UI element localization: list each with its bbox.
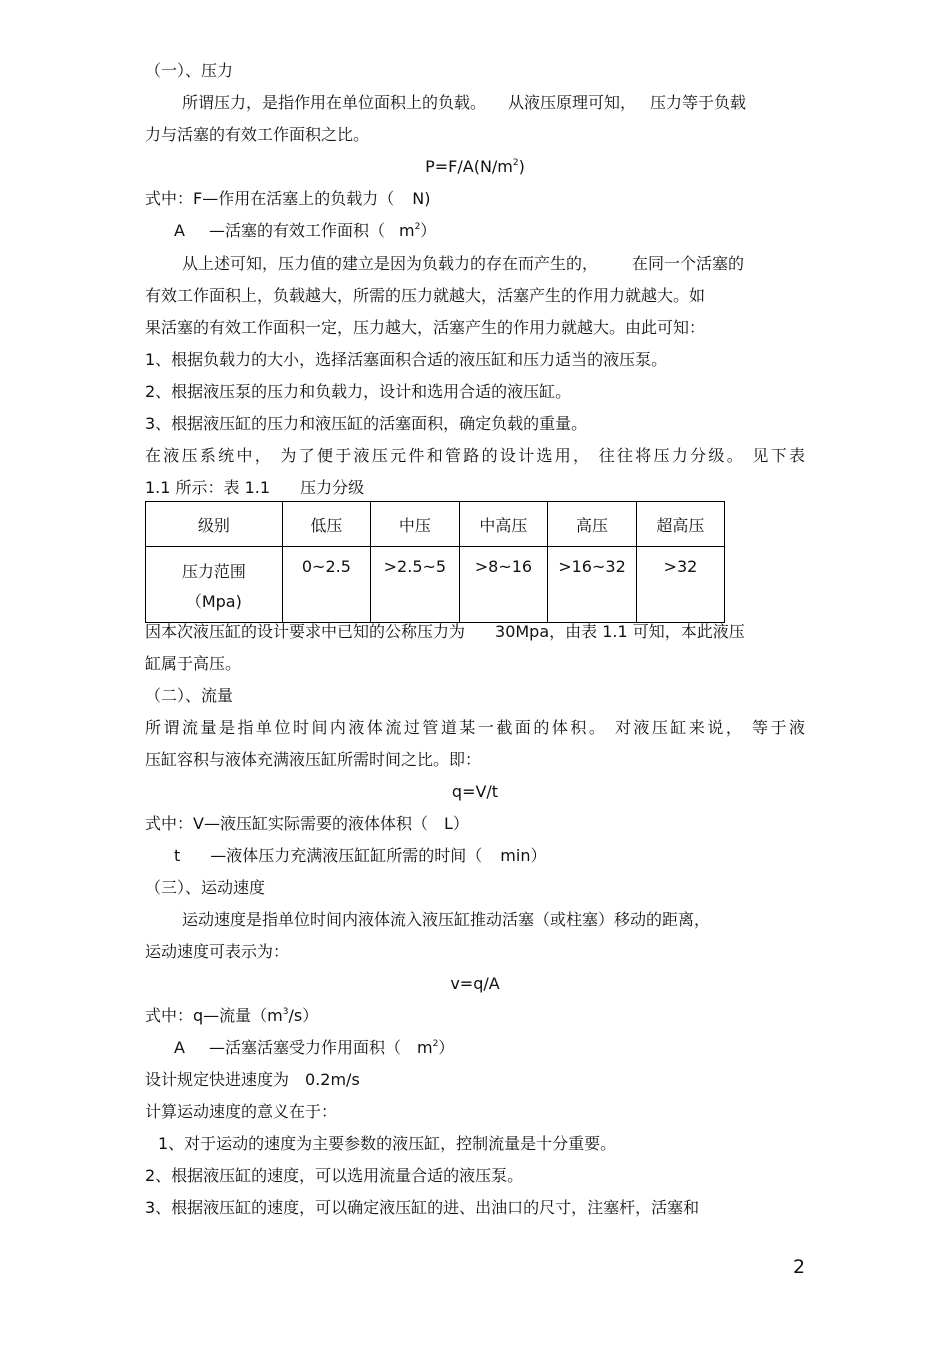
unit-superscript: 2: [414, 222, 421, 232]
text-run: 见下表: [752, 446, 805, 465]
speed-value: 0.2m/s: [305, 1070, 360, 1089]
list-item: 3、根据液压缸的压力和液压缸的活塞面积，确定负载的重量。: [145, 414, 588, 433]
definition-text: —液体压力充满液压缸缸所需的时间（: [210, 846, 483, 865]
paragraph-line: 运动速度可表示为：: [145, 942, 290, 961]
text-run: 压力分级: [300, 478, 365, 497]
table-header-cell: 低压: [282, 502, 370, 547]
text-run: 所谓流量是指单位时间内液体流过管道某一截面的体积。: [145, 718, 608, 737]
definition-text-end: ）: [420, 221, 437, 240]
paragraph-line: [145, 622, 745, 642]
paragraph-line: [145, 446, 805, 466]
paragraph-line: 压缸容积与液体充满液压缸所需时间之比。即：: [145, 750, 482, 769]
table-header-cell: 中压: [371, 502, 460, 547]
definition-text: 式中：V—液压缸实际需要的液体体积（: [145, 814, 428, 833]
section-heading-pressure: （一）、压力: [145, 61, 234, 80]
definition-text: —活塞的有效工作面积（: [208, 221, 385, 240]
text-run: 为了便于液压元件和管路的设计选用，: [280, 446, 592, 465]
definition-line: [174, 846, 546, 866]
text-run: 在同一个活塞的: [632, 254, 745, 273]
paragraph-line: [145, 718, 805, 738]
definition-line: [174, 221, 436, 241]
paragraph-line: 果活塞的有效工作面积一定，压力越大，活塞产生的作用力就越大。由此可知：: [145, 318, 706, 337]
paragraph-line: 有效工作面积上，负载越大，所需的压力就越大，活塞产生的作用力就越大。如: [145, 286, 706, 305]
text-run: 从液压原理可知，: [508, 93, 637, 112]
definition-symbol: A: [174, 1038, 185, 1057]
list-item: 3、根据液压缸的速度，可以确定液压缸的进、出油口的尺寸，注塞杆，活塞和: [145, 1198, 700, 1217]
list-item: 2、根据液压泵的压力和负载力，设计和选用合适的液压缸。: [145, 382, 572, 401]
paragraph-line: 力与活塞的有效工作面积之比。: [145, 125, 370, 144]
list-item: 2、根据液压缸的速度，可以选用流量合适的液压泵。: [145, 1166, 524, 1185]
row-label-line: 压力范围: [181, 561, 246, 581]
text-run: 在液压系统中，: [145, 446, 274, 465]
text-run: 1.1 所示：表 1.1: [145, 478, 271, 497]
unit-superscript: 2: [432, 1039, 439, 1049]
paragraph-line: [145, 1070, 360, 1090]
definition-unit: m: [398, 221, 415, 240]
text-run: 从上述可知，压力值的建立是因为负载力的存在而产生的，: [182, 254, 599, 273]
definition-line: [145, 189, 430, 209]
table-header-cell: 超高压: [636, 502, 724, 547]
table-header-cell: 级别: [146, 502, 283, 547]
table-header-cell: 高压: [548, 502, 637, 547]
definition-line: [145, 1006, 318, 1026]
table-cell: >2.5~5: [371, 547, 460, 623]
definition-line: [145, 814, 469, 834]
text-run: 因本次液压缸的设计要求中已知的公称压力为: [145, 622, 466, 641]
table-header-row: [146, 502, 725, 547]
table-row: [146, 547, 725, 623]
definition-text-end: /s）: [288, 1006, 319, 1025]
table-caption: [145, 478, 364, 498]
text-run: 所谓压力，是指作用在单位面积上的负载。: [182, 93, 487, 112]
page-number: 2: [793, 1256, 806, 1278]
definition-text: —活塞活塞受力作用面积（: [208, 1038, 401, 1057]
section-heading-flow: （二）、流量: [145, 686, 234, 705]
definition-unit: N): [412, 189, 431, 208]
text-run: 等于液: [752, 718, 805, 737]
paragraph-line: 运动速度是指单位时间内液体流入液压缸推动活塞（或柱塞）移动的距离，: [182, 910, 711, 929]
formula-pressure: [0, 157, 950, 177]
formula-text-end: ): [518, 157, 525, 176]
list-item: 1、根据负载力的大小，选择活塞面积合适的液压缸和压力适当的液压泵。: [145, 350, 668, 369]
paragraph-line: 计算运动速度的意义在于：: [145, 1102, 338, 1121]
pressure-grade-table: [145, 501, 725, 623]
row-label-unit: （Mpa): [185, 591, 242, 611]
list-item: 1、对于运动的速度为主要参数的液压缸，控制流量是十分重要。: [158, 1134, 617, 1153]
formula-text: P=F/A(N/m: [425, 157, 513, 176]
paragraph-line: [182, 93, 746, 113]
definition-text: 式中：q—流量（m: [145, 1006, 283, 1025]
text-run: 30Mpa，由表 1.1 可知，本此液压: [495, 622, 745, 641]
formula-velocity: v=q/A: [450, 974, 500, 993]
definition-unit: min）: [500, 846, 547, 865]
definition-text-end: ）: [438, 1038, 455, 1057]
table-header-cell: 中高压: [459, 502, 548, 547]
text-run: 压力等于负载: [650, 93, 747, 112]
paragraph-line: 缸属于高压。: [145, 654, 242, 673]
definition-text: 式中：F—作用在活塞上的负载力（: [145, 189, 395, 208]
text-run: 往往将压力分级。: [598, 446, 745, 465]
definition-symbol: t: [174, 846, 181, 865]
definition-symbol: A: [174, 221, 185, 240]
table-row-label: [146, 547, 283, 623]
text-run: 设计规定快进速度为: [145, 1070, 290, 1089]
table-cell: >32: [636, 547, 724, 623]
definition-line: [174, 1038, 454, 1058]
paragraph-line: [182, 254, 744, 274]
text-run: 对液压缸来说，: [614, 718, 745, 737]
definition-unit: L）: [443, 814, 469, 833]
table-cell: >8~16: [459, 547, 548, 623]
table-cell: 0~2.5: [282, 547, 370, 623]
definition-unit: m: [416, 1038, 433, 1057]
formula-superscript: 2: [512, 158, 519, 168]
formula-flow: q=V/t: [451, 782, 499, 801]
table-cell: >16~32: [548, 547, 637, 623]
unit-superscript: 3: [282, 1007, 289, 1017]
section-heading-velocity: （三）、运动速度: [145, 878, 266, 897]
